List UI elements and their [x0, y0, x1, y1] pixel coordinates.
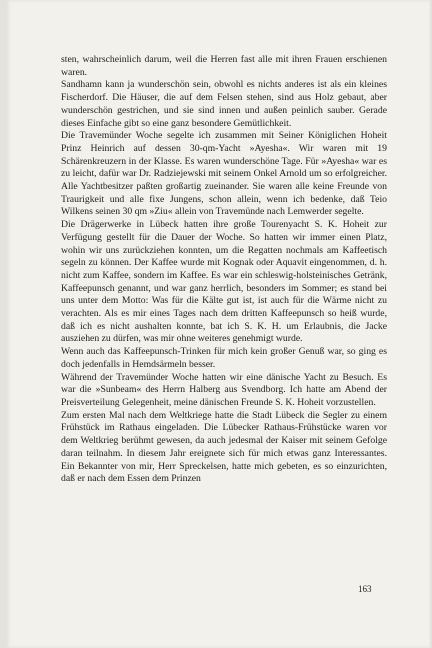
page-number: 163: [358, 584, 372, 594]
body-text: [61, 54, 387, 486]
paragraph: sten, wahrscheinlich darum, weil die Herren fast alle mit ihren Frauen erschienen waren.: [61, 54, 387, 78]
paragraph: Während der Travemünder Woche hatten wir eine dänische Yacht zu Besuch. Es war die »Sunbeam« des Herrn Halberg aus Svendborg. Ich hatte am Abend der Preisverteilung Gelegenheit, meine dänischen Freunde S. K. Hoheit vorzustellen.: [61, 371, 387, 408]
paragraph: Sandhamn kann ja wunderschön sein, obwohl es nichts anderes ist als ein kleines Fischerdorf. Die Häuser, die auf dem Felsen stehen, sind aus Holz gebaut, aber wunderschön gestrichen, und sie sind innen und außen peinlich sauber. Gerade dieses Einfache gibt so eine ganz besondere Gemütlichkeit.: [61, 79, 387, 129]
paragraph: Die Travemünder Woche segelte ich zusammen mit Seiner Königlichen Hoheit Prinz Heinrich auf dessen 30-qm-Yacht »Ayesha«. Wir waren mit 19 Schärenkreuzern in der Klasse. Es waren wunderschöne Tage. Für »Ayesha« war es zu leicht, dafür war Dr. Radziejewski mit seinem Onkel Arnold um so erfolgreicher. Alle Yachtbesitzer paßten großartig zueinander. Sie waren alle keine Freunde von Traurigkeit und alle fixe Jungens, schon allein, wenn ich bedenke, daß Teio Wilkens seinen 30 qm »Ziu« allein von Travemünde nach Lemwerder segelte.: [61, 130, 387, 218]
paragraph: Die Drägerwerke in Lübeck hatten ihre große Tourenyacht S. K. Hoheit zur Verfügung gestellt für die Dauer der Woche. So hatten wir immer einen Platz, wohin wir uns zurückziehen konnten, um die Regatten nochmals am Kaffeetisch segeln zu können. Der Kaffee wurde mit Kognak oder Aquavit eingenommen, d. h. nicht zum Kaffee, sondern im Kaffee. Es war ein schleswig-holsteinisches Getränk, Kaffeepunsch genannt, und war ganz herrlich, besonders im Sommer; es stand bei uns unter dem Motto: Was für die Kälte gut ist, ist auch für die Wärme nicht zu verachten. Als es mir eines Tages nach dem dritten Kaffeepunsch so heiß wurde, daß ich es nicht aushalten konnte, bat ich S. K. H. um Erlaubnis, die Jacke ausziehen zu dürfen, was mir ohne weiteres genehmigt wurde.: [61, 219, 387, 345]
paragraph: Zum ersten Mal nach dem Weltkriege hatte die Stadt Lübeck die Segler zu einem Frühstück im Rathaus eingeladen. Die Lübecker Rathaus-Frühstücke waren vor dem Weltkrieg berühmt gewesen, da auch jedesmal der Kaiser mit seinem Gefolge daran teilnahm. In diesem Jahr ereignete sich für mich etwas ganz Interessantes. Ein Bekannter von mir, Herr Spreckelsen, hatte mich gebeten, es so einzurichten, daß er nach dem Essen dem Prinzen: [61, 409, 387, 485]
book-page: [6, 0, 430, 648]
paragraph: Wenn auch das Kaffeepunsch-Trinken für mich kein großer Genuß war, so ging es doch jedenfalls in Hemdsärmeln besser.: [61, 346, 387, 370]
